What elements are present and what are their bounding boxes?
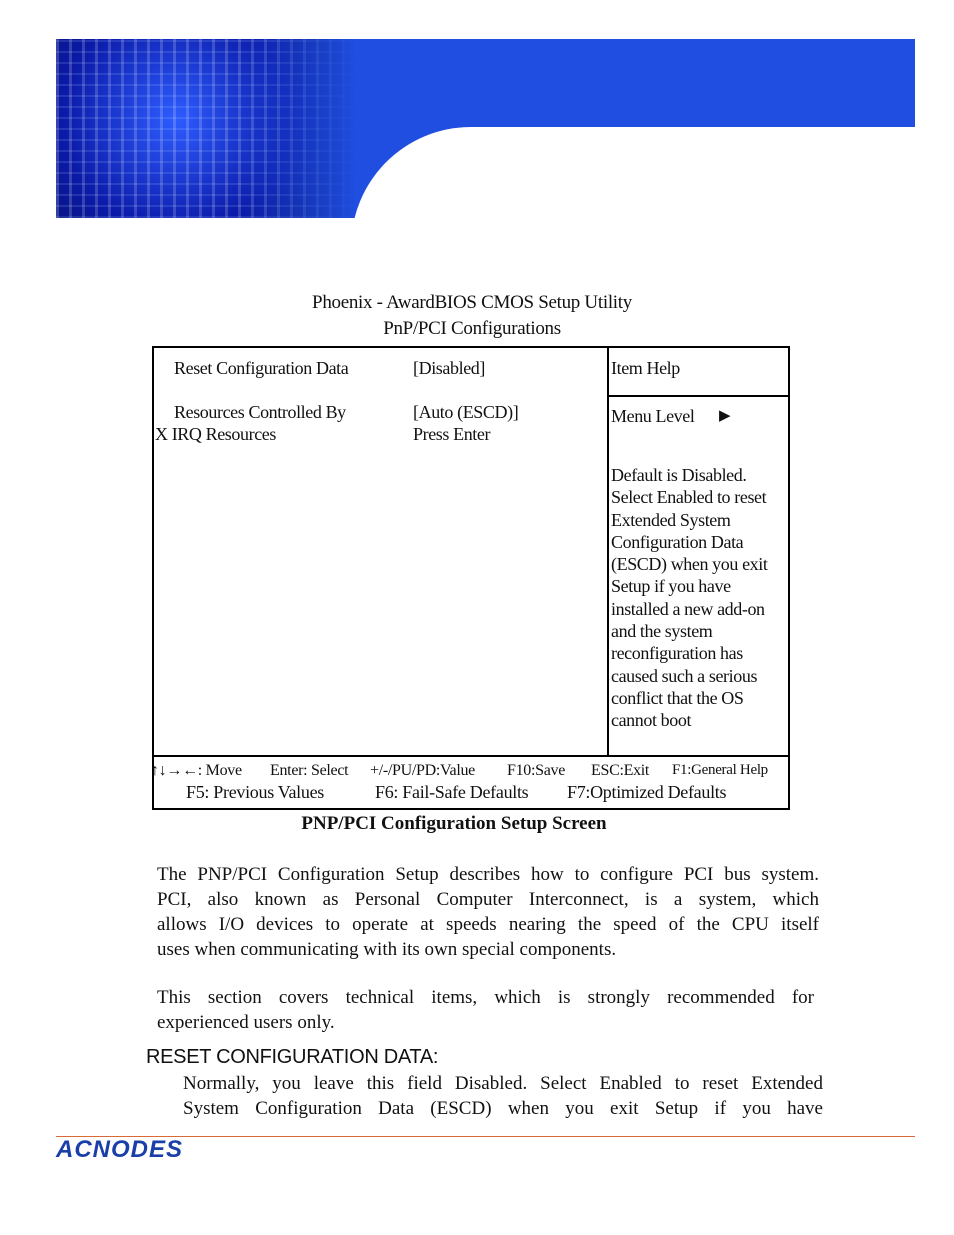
bios-title: Phoenix - AwardBIOS CMOS Setup Utility [312,292,632,313]
text-line: The PNP/PCI Configuration Setup describes how to configure PCI bus system. [157,864,819,885]
header-banner [56,39,915,218]
text-line: This section covers technical items, which is strongly recommended for [157,987,814,1008]
key-optimized: F7:Optimized Defaults [567,782,727,802]
help-line: Extended System [611,509,731,530]
text-line: PCI, also known as Personal Computer Interconnect, is a system, which [157,889,819,910]
section-paragraph [157,985,814,1035]
divider [607,348,609,755]
key-save: F10:Save [507,762,566,779]
key-help: F1:General Help [672,762,768,778]
text-line: uses when communicating with its own special components. [157,939,617,960]
footer-rule [56,1136,915,1137]
key-select: Enter: Select [270,762,349,779]
setting-label-resources: Resources Controlled By [174,402,346,422]
item-help-title: Item Help [611,358,680,378]
reset-config-paragraph [183,1071,823,1121]
setting-label-reset-config: Reset Configuration Data [174,358,349,378]
text-line: Normally, you leave this field Disabled. Select Enabled to reset Extended [183,1073,823,1094]
divider [154,755,790,757]
play-arrow-icon: ▶ [719,408,731,424]
setting-label-irq: X IRQ Resources [155,424,276,444]
text-line: allows I/O devices to operate at speeds nearing the speed of the CPU itself [157,914,819,935]
bios-subtitle: PnP/PCI Configurations [383,318,561,339]
help-line: caused such a serious [611,665,758,686]
key-failsafe: F6: Fail-Safe Defaults [375,782,529,802]
intro-paragraph [157,862,819,962]
help-line: Default is Disabled. [611,465,747,485]
menu-level-label: Menu Level [611,406,695,426]
text-line: System Configuration Data (ESCD) when you exit Setup if you have [183,1098,823,1119]
help-line: Configuration Data [611,531,744,552]
banner-curve [351,127,915,218]
section-heading: RESET CONFIGURATION DATA: [146,1046,439,1068]
circuit-board-image [56,39,356,218]
help-line: Select Enabled to reset [611,487,767,508]
setting-value-resources[interactable]: [Auto (ESCD)] [413,402,519,422]
key-value: +/-/PU/PD:Value [370,762,475,779]
help-line: Setup if you have [611,576,731,597]
key-exit: ESC:Exit [591,762,650,779]
help-line: (ESCD) when you exit [611,554,768,575]
setting-value-irq[interactable]: Press Enter [413,424,491,444]
divider [607,395,790,397]
key-previous: F5: Previous Values [186,782,324,802]
acnodes-logo: ACNODES [56,1136,184,1163]
key-move: ↑↓→←: Move [151,762,242,779]
text-line: experienced users only. [157,1012,335,1033]
help-line: and the system [611,621,713,642]
figure-caption: PNP/PCI Configuration Setup Screen [301,813,607,834]
item-help-text [611,464,787,732]
bios-screen [152,346,790,810]
help-line: conflict that the OS [611,687,744,708]
help-line: cannot boot [611,710,692,731]
setting-value-reset-config[interactable]: [Disabled] [413,358,485,378]
help-line: reconfiguration has [611,643,743,664]
help-line: installed a new add-on [611,598,765,619]
